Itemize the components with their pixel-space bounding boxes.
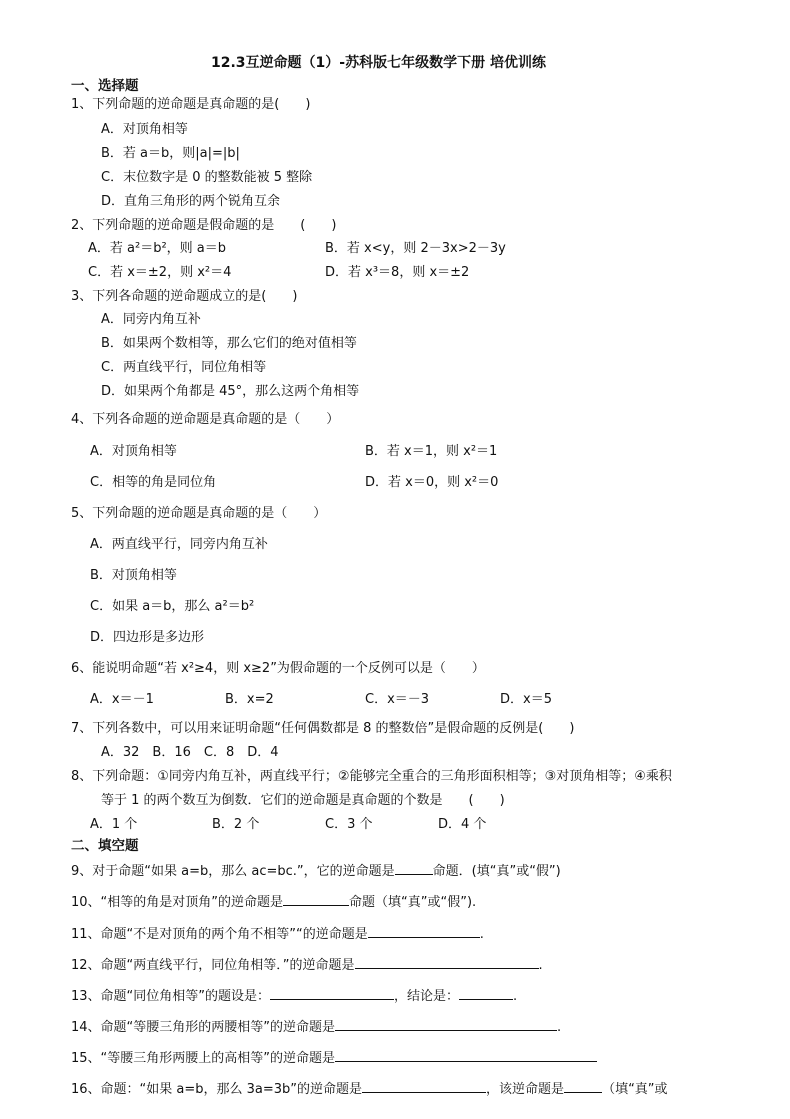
q14 — [71, 1018, 561, 1036]
q4-option-c: C．相等的角是同位角 — [90, 475, 217, 490]
q8-stem-line2: 等于 1 的两个数互为倒数．它们的逆命题是真命题的个数是 ( ) — [101, 793, 505, 808]
q14-text-before: 14、命题“等腰三角形的两腰相等”的逆命题是 — [71, 1020, 336, 1035]
q9-text-after: 命题．(填“真”或“假”) — [432, 864, 561, 879]
q8-option-a: A．1 个 — [90, 817, 138, 832]
q11-answer-blank[interactable] — [368, 925, 480, 938]
q11 — [71, 925, 484, 943]
q8-option-d: D．4 个 — [438, 817, 487, 832]
q3-option-b: B．如果两个数相等，那么它们的绝对值相等 — [101, 336, 357, 351]
q2-stem: 2、下列命题的逆命题是假命题的是 ( ) — [71, 218, 337, 233]
q8-stem-line1: 8、下列命题：①同旁内角互补，两直线平行；②能够完全重合的三角形面积相等；③对顶角相等；④乘积 — [71, 769, 672, 784]
q5-option-a: A．两直线平行，同旁内角互补 — [90, 537, 268, 552]
q2-option-b: B．若 x<y，则 2－3x>2－3y — [325, 241, 506, 256]
q1-option-b: B．若 a＝b，则|a|=|b| — [101, 146, 240, 161]
q8-option-b: B．2 个 — [212, 817, 260, 832]
q11-text-after: . — [479, 927, 484, 942]
q13-premise-blank[interactable] — [270, 987, 394, 1000]
page-title: 12.3互逆命题（1）-苏科版七年级数学下册 培优训练 — [211, 55, 546, 71]
q10-text-before: 10、“相等的角是对顶角”的逆命题是 — [71, 895, 284, 910]
q8-option-c: C．3 个 — [325, 817, 373, 832]
q2-option-d: D．若 x³＝8，则 x＝±2 — [325, 265, 470, 280]
q5-option-d: D．四边形是多边形 — [90, 630, 205, 645]
q1-option-a: A．对顶角相等 — [101, 122, 188, 137]
q1-option-c: C．末位数字是 0 的整数能被 5 整除 — [101, 170, 313, 185]
q11-text-before: 11、命题“不是对顶角的两个角不相等”“的逆命题是 — [71, 927, 368, 942]
q9-text-before: 9、对于命题“如果 a=b，那么 ac=bc.”，它的逆命题是 — [71, 864, 395, 879]
q12 — [71, 956, 543, 974]
q15 — [71, 1049, 597, 1067]
q1-option-d: D．直角三角形的两个锐角互余 — [101, 194, 281, 209]
q4-option-a: A．对顶角相等 — [90, 444, 177, 459]
q2-option-c: C．若 x＝±2，则 x²＝4 — [88, 265, 232, 280]
q3-stem: 3、下列各命题的逆命题成立的是( ) — [71, 289, 298, 304]
q16-truth-blank[interactable] — [564, 1080, 602, 1093]
q16-text-after: （填“真”或 — [602, 1082, 668, 1097]
q5-option-b: B．对顶角相等 — [90, 568, 177, 583]
q10-text-after: 命题（填“真”或“假”). — [349, 895, 477, 910]
q12-text-before: 12、命题“两直线平行，同位角相等．”的逆命题是 — [71, 958, 355, 973]
q14-text-after: . — [557, 1020, 562, 1035]
q9-answer-blank[interactable] — [395, 862, 433, 875]
q12-answer-blank[interactable] — [355, 956, 539, 969]
section-heading-fill: 二、填空题 — [71, 838, 139, 854]
q7-stem: 7、下列各数中，可以用来证明命题“任何偶数都是 8 的整数倍”是假命题的反例是( ) — [71, 721, 575, 736]
q2-option-a: A．若 a²＝b²，则 a＝b — [88, 241, 227, 256]
q15-answer-blank[interactable] — [335, 1049, 597, 1062]
q16-answer-blank[interactable] — [362, 1080, 486, 1093]
q14-answer-blank[interactable] — [335, 1018, 557, 1031]
q6-option-a: A．x＝－1 — [90, 692, 154, 707]
q6-option-d: D．x＝5 — [500, 692, 552, 707]
q16 — [71, 1080, 668, 1098]
section-heading-choice: 一、选择题 — [71, 78, 139, 94]
q5-option-c: C．如果 a＝b，那么 a²＝b² — [90, 599, 255, 614]
q16-text-middle: ，该逆命题是 — [486, 1082, 565, 1097]
q13-text-after: . — [513, 989, 518, 1004]
q15-text-before: 15、“等腰三角形两腰上的高相等”的逆命题是 — [71, 1051, 336, 1066]
q7-options: A．32 B．16 C．8 D．4 — [101, 745, 279, 760]
q13 — [71, 987, 517, 1005]
q10-answer-blank[interactable] — [283, 893, 349, 906]
q6-option-b: B．x=2 — [225, 692, 274, 707]
q5-stem: 5、下列命题的逆命题是真命题的是（ ） — [71, 506, 327, 521]
q6-option-c: C．x＝－3 — [365, 692, 430, 707]
q10 — [71, 893, 476, 911]
q4-option-b: B．若 x＝1，则 x²＝1 — [365, 444, 498, 459]
q9 — [71, 862, 561, 880]
q16-text-before: 16、命题：“如果 a=b，那么 3a=3b”的逆命题是 — [71, 1082, 363, 1097]
q13-conclusion-blank[interactable] — [459, 987, 513, 1000]
q4-option-d: D．若 x＝0，则 x²＝0 — [365, 475, 499, 490]
q6-stem: 6、能说明命题“若 x²≥4，则 x≥2”为假命题的一个反例可以是（ ） — [71, 661, 485, 676]
q13-text-before: 13、命题“同位角相等”的题设是： — [71, 989, 271, 1004]
q1-stem: 1、下列命题的逆命题是真命题的是( ) — [71, 97, 311, 112]
q12-text-after: . — [538, 958, 543, 973]
q4-stem: 4、下列各命题的逆命题是真命题的是（ ） — [71, 412, 340, 427]
q13-text-middle: ，结论是： — [394, 989, 460, 1004]
q3-option-a: A．同旁内角互补 — [101, 312, 201, 327]
q3-option-d: D．如果两个角都是 45°，那么这两个角相等 — [101, 384, 360, 399]
q3-option-c: C．两直线平行，同位角相等 — [101, 360, 267, 375]
